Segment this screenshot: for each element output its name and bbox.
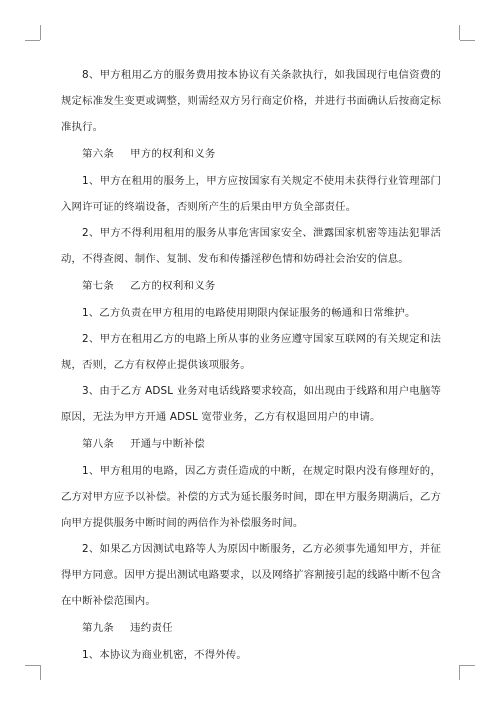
- clause-paragraph: 1、乙方负责在甲方租用的电路使用期限内保证服务的畅通和日常维护。: [82, 307, 416, 319]
- article-number: 第九条: [82, 622, 115, 634]
- clause-paragraph: 2、如果乙方因测试电路等人为原因中断服务，乙方必须事先通知甲方，并征得甲方同意。因甲方提出测试电路要求，以及网络扩容割接引起的线路中断不包含在中断补偿范围内。: [61, 543, 441, 607]
- article-number: 第六条: [82, 148, 115, 160]
- article-heading: [61, 614, 441, 642]
- article-title: 违约责任: [130, 622, 173, 634]
- article-heading: [61, 140, 441, 168]
- clause-paragraph: 1、甲方租用的电路，因乙方责任造成的中断，在规定时限内没有修理好的，乙方对甲方应予以补偿。补偿的方式为延长服务时间，即在甲方服务期满后，乙方向甲方提供服务中断时间的两倍作为补偿服务时间。: [61, 465, 441, 529]
- clause-paragraph: 2、甲方在租用乙方的电路上所从事的业务应遵守国家互联网的有关规定和法规，否则，乙方有权停止提供该项服务。: [61, 333, 441, 371]
- article-heading: [61, 430, 441, 458]
- clause-paragraph: 1、甲方在租用的服务上，甲方应按国家有关规定不使用未获得行业管理部门入网许可证的终端设备，否则所产生的后果由甲方负全部责任。: [61, 175, 441, 213]
- article-number: 第八条: [82, 438, 115, 450]
- clause-paragraph: 1、本协议为商业机密，不得外传。: [82, 649, 247, 661]
- article-number: 第七条: [82, 280, 115, 292]
- document-body: [61, 62, 441, 668]
- article-heading: [61, 272, 441, 300]
- article-title: 乙方的权利和义务: [130, 280, 216, 292]
- clause-paragraph: 3、由于乙方 ADSL 业务对电话线路要求较高，如出现由于线路和用户电脑等原因，无法为甲方开通 ADSL 宽带业务，乙方有权退回用户的申请。: [61, 385, 441, 423]
- article-title: 甲方的权利和义务: [130, 148, 216, 160]
- clause-paragraph: 2、甲方不得利用租用的服务从事危害国家安全、泄露国家机密等违法犯罪活动，不得查阅、制作、复制、发布和传播淫秽色情和妨碍社会治安的信息。: [61, 227, 441, 265]
- article-title: 开通与中断补偿: [130, 438, 205, 450]
- clause-paragraph: 8、甲方租用乙方的服务费用按本协议有关条款执行，如我国现行电信资费的规定标准发生变更或调整，则需经双方另行商定价格，并进行书面确认后按商定标准执行。: [61, 69, 441, 133]
